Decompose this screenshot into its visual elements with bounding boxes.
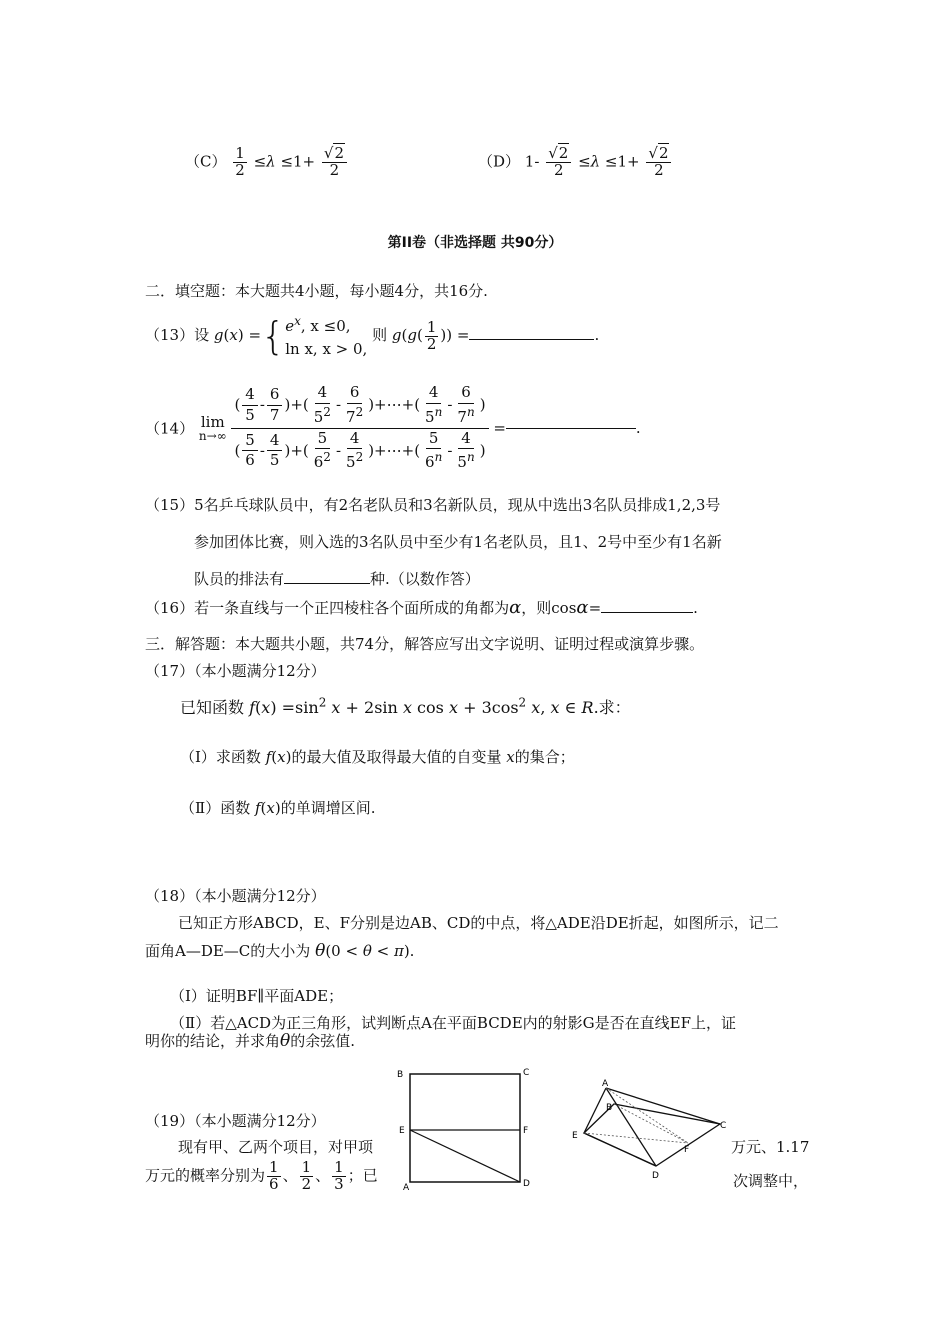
fig1-label-c: C xyxy=(523,1068,530,1078)
fill-heading: 二．填空题：本大题共4小题，每小题4分，共16分. xyxy=(145,282,488,300)
fig1-label-a: A xyxy=(403,1183,410,1192)
q15-line3a: 队员的排法有 xyxy=(194,570,285,588)
q15-line3b: 种.（以数作答） xyxy=(370,570,480,588)
q13-number: （13） xyxy=(145,326,195,344)
fig2-label-a: A xyxy=(602,1079,609,1089)
q16-text-c: = xyxy=(588,599,602,617)
q16-text-d: . xyxy=(693,599,698,617)
q19-line2b: ；已 xyxy=(347,1166,378,1185)
fig1-label-e: E xyxy=(399,1126,405,1136)
q16-answer-blank[interactable] xyxy=(601,612,693,613)
q18-part2b: 明你的结论，并求角θ的余弦值. xyxy=(145,1031,356,1051)
section-title: 第II卷（非选择题 共90分） xyxy=(387,235,563,251)
option-d: （D） 1- $\frac{√2}{2}$ ≤λ ≤1+ $\frac{√2}{2}$ xyxy=(478,146,673,179)
question-13: （13）设 g(x) ={ $e^x$, x ≤0, ln x, x > 0, 则 g(g( $\frac{1}{2}$ )) = . xyxy=(145,314,600,358)
q18-p2c: 的余弦值. xyxy=(290,1032,356,1050)
q19-head: （19）（本小题满分12分） xyxy=(145,1112,326,1130)
fig1-label-d: D xyxy=(523,1179,530,1189)
solve-heading: 三．解答题：本大题共小题，共74分，解答应写出文字说明、证明过程或演算步骤。 xyxy=(145,635,705,653)
q19-line2a: 万元的概率分别为 xyxy=(145,1166,266,1185)
q14-tail: . xyxy=(635,419,641,437)
option-d-label: （D） xyxy=(478,152,521,171)
q19-line2: 万元的概率分别为 $\frac{1}{6}$ 、 $\frac{1}{2}$ 、 $\frac{1}{3}$ ；已 xyxy=(145,1158,378,1193)
q13-answer-blank[interactable] xyxy=(469,339,594,340)
fig1-label-f: F xyxy=(523,1126,529,1136)
q14-eq: = xyxy=(493,419,506,437)
fig2-label-e: E xyxy=(572,1131,578,1141)
q17-part2: （Ⅱ）函数 f(x)的单调增区间. xyxy=(180,799,376,817)
fig2-label-d: D xyxy=(652,1171,659,1181)
q15-line1: （15）5名乒乓球队员中，有2名老队员和3名新队员，现从中选出3名队员排成1,2,3号 xyxy=(145,496,721,514)
square-outline xyxy=(410,1074,520,1182)
q14-lim: lim xyxy=(200,412,225,431)
q17-p1a: （Ⅰ）求函数 xyxy=(180,748,261,766)
q18-line2a: 面角A—DE—C的大小为 xyxy=(145,942,311,960)
figure-square xyxy=(395,1064,535,1192)
option-c: （C） $\frac{1}{2}$ ≤λ ≤1+ $\frac{√2}{2}$ xyxy=(185,146,349,179)
q15-line2: 参加团体比赛，则入选的3名队员中至少有1名老队员，且1、2号中至少有1名新 xyxy=(194,533,722,551)
q17-part1: （Ⅰ）求函数 f(x)的最大值及取得最大值的自变量 x的集合； xyxy=(180,748,575,766)
fig2-label-c: C xyxy=(720,1121,727,1131)
q17-p2b: 的单调增区间. xyxy=(280,799,376,817)
q18-line1: 已知正方形ABCD，E、F分别是边AB、CD的中点，将△ADE沿DE折起，如图所示，记二 xyxy=(178,914,779,932)
q13-then: 则 xyxy=(372,326,388,344)
q18-head: （18）（本小题满分12分） xyxy=(145,887,326,905)
q14-number: （14） xyxy=(145,419,195,438)
q17-stem: 已知函数 $f(x) =\sin^2$ x + 2sin x $\cos x + 3\cos^2$ x, x ∈ R.求： xyxy=(180,695,631,717)
q15-answer-blank[interactable] xyxy=(284,583,370,584)
question-14: （14） lim n→∞ ( $\frac{4}{5}$ - $\frac{6}{7}$ )+( $\frac{4}{5^2}$ - $\frac{6}{7^2}$ )+⋯+( $\frac{4}{5^n}$ - $\frac{6}{7^n}$ ) ( $\frac{5}{6}$ - $\frac{4}{5}$ )+( $\frac{5}{6^2}$ - $\frac{4}{5^2}$ )+⋯+( $\frac{5}{6^n}$ - $\frac{4}{5^n}$ ) = . xyxy=(145,383,641,472)
q14-answer-blank[interactable] xyxy=(506,428,636,429)
q17-head: （17）（本小题满分12分） xyxy=(145,662,326,680)
fig2-label-b: B xyxy=(606,1103,613,1113)
q15-line3 xyxy=(194,568,480,589)
q16-text-a: （16）若一条直线与一个正四棱柱各个面所成的角都为 xyxy=(145,599,510,617)
q18-p2b: 明你的结论，并求角 xyxy=(145,1032,281,1050)
q17-stem-b: 求： xyxy=(598,698,631,717)
q17-p2a: （Ⅱ）函数 xyxy=(180,799,251,817)
question-16: （16）若一条直线与一个正四棱柱各个面所成的角都为α，则cosα= . xyxy=(145,597,698,618)
q19-line1a: 现有甲、乙两个项目，对甲项 xyxy=(178,1138,374,1156)
option-c-label: （C） xyxy=(185,152,227,171)
q18-line2: 面角A—DE—C的大小为 θ(0 < θ < π). xyxy=(145,941,415,961)
q18-part2a: （Ⅱ）若△ACD为正三角形，试判断点A在平面BCDE内的射影G是否在直线EF上，证 xyxy=(170,1014,736,1032)
q19-line1b: 万元、1.17 xyxy=(731,1138,810,1156)
q13-lead: 设 xyxy=(194,326,210,344)
q17-p1b: 的最大值及取得最大值的自变量 xyxy=(291,748,502,766)
q16-text-b: ，则 xyxy=(521,599,552,617)
figure-folded xyxy=(570,1076,730,1186)
fig1-label-b: B xyxy=(397,1070,404,1080)
q13-case2: ln x, x > 0, xyxy=(285,339,368,358)
q14-lim-sub: n→∞ xyxy=(198,428,227,443)
q17-p1c: 的集合； xyxy=(514,748,575,766)
q13-tail: . xyxy=(594,326,600,344)
q13-case1: , x ≤0, xyxy=(300,317,351,335)
fig2-label-f: F xyxy=(684,1145,690,1155)
q18-part1: （Ⅰ）证明BF∥平面ADE； xyxy=(170,987,344,1005)
q19-line2c: 次调整中， xyxy=(733,1172,809,1190)
q17-stem-a: 已知函数 xyxy=(180,698,245,717)
